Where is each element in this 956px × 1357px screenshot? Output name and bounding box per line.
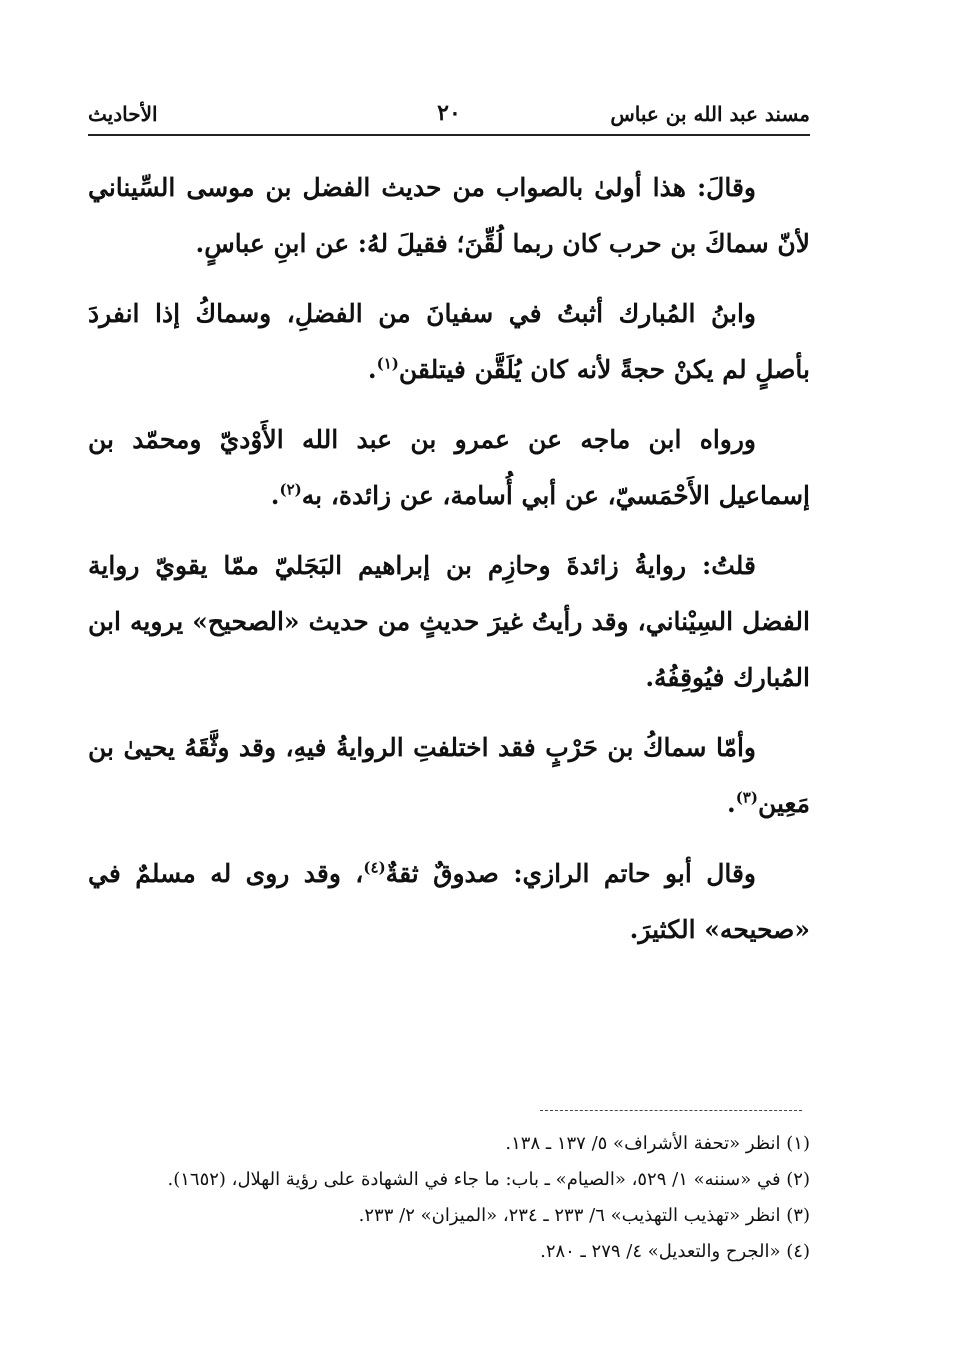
paragraph-text: ، وقد روى له مسلمٌ في «صحيحه» الكثيرَ. <box>88 859 810 944</box>
paragraph <box>88 846 810 958</box>
paragraph-text: وابنُ المُبارك أثبتُ في سفيانَ من الفضلِ، وسماكُ إذا انفردَ بأصلٍ لم يكنْ حجةً لأنه كان يُلَقَّن فيتلقن <box>88 299 810 384</box>
footnotes <box>88 1126 810 1270</box>
footnote-divider <box>540 1110 802 1111</box>
section-title: الأحاديث <box>88 102 158 126</box>
footnote: (١) انظر «تحفة الأشراف» ٥/ ١٣٧ ـ ١٣٨. <box>505 1133 810 1154</box>
paragraph-text: ورواه ابن ماجه عن عمرو بن عبد الله الأَوْديّ ومحمّد بن إسماعيل الأَحْمَسيّ، عن أبي أُسامة، عن زائدة، به <box>88 425 810 510</box>
footnote-ref[interactable]: (٣) <box>735 788 758 807</box>
footnote-ref[interactable]: (٢) <box>279 480 302 499</box>
footnote: (٢) في «سننه» ١/ ٥٢٩، «الصيام» ـ باب: ما جاء في الشهادة على رؤية الهلال، (١٦٥٢). <box>167 1169 810 1190</box>
paragraph-text: وقالَ: هذا أولىٰ بالصواب من حديث الفضل بن موسى السِّيناني لأنّ سماكَ بن حرب كان ربما لُقِّنَ؛ فقيلَ لهُ: عن ابنِ عباسٍ. <box>88 173 810 258</box>
paragraph-text: وأمّا سماكُ بن حَرْبٍ فقد اختلفتِ الروايةُ فيهِ، وقد وثَّقَهُ يحيىٰ بن مَعِين <box>88 733 810 818</box>
paragraph-text: قلتُ: روايةُ زائدةَ وحازِم بن إبراهيم البَجَليّ ممّا يقويّ رواية الفضل السِيْناني، وقد رأيتُ غيرَ حديثٍ من حديث «الصحيح» يرويه ابن المُبارك فيُوقِفُهُ. <box>88 551 810 692</box>
footnote-ref[interactable]: (١) <box>376 354 399 373</box>
footnote: (٣) انظر «تهذيب التهذيب» ٦/ ٢٣٣ ـ ٢٣٤، «الميزان» ٢/ ٢٣٣. <box>358 1205 810 1226</box>
paragraph: وأمّا سماكُ بن حَرْبٍ فقد اختلفتِ الروايةُ فيهِ، وقد وثَّقَهُ يحيىٰ بن مَعِين$^{(٣)}$. <box>88 733 810 818</box>
body-text <box>88 160 810 972</box>
paragraph: وابنُ المُبارك أثبتُ في سفيانَ من الفضلِ، وسماكُ إذا انفردَ بأصلٍ لم يكنْ حجةً لأنه كان يُلَقَّن فيتلقن$^{(١)}$. <box>88 299 810 384</box>
footnote-ref[interactable]: (٤) <box>363 858 386 877</box>
paragraph: ورواه ابن ماجه عن عمرو بن عبد الله الأَوْديّ ومحمّد بن إسماعيل الأَحْمَسيّ، عن أبي أُسامة، عن زائدة، به$^{(٢)}$. <box>88 425 810 510</box>
page-header <box>88 96 810 136</box>
page-number: ٢٠ <box>437 100 461 126</box>
paragraph <box>88 160 810 272</box>
footnote: (٤) «الجرح والتعديل» ٤/ ٢٧٩ ـ ٢٨٠. <box>540 1241 810 1262</box>
paragraph <box>88 538 810 706</box>
running-title: مسند عبد الله بن عباس <box>610 102 810 126</box>
paragraph-text: وقال أبو حاتم الرازي: صدوقٌ ثقةٌ <box>385 859 756 888</box>
